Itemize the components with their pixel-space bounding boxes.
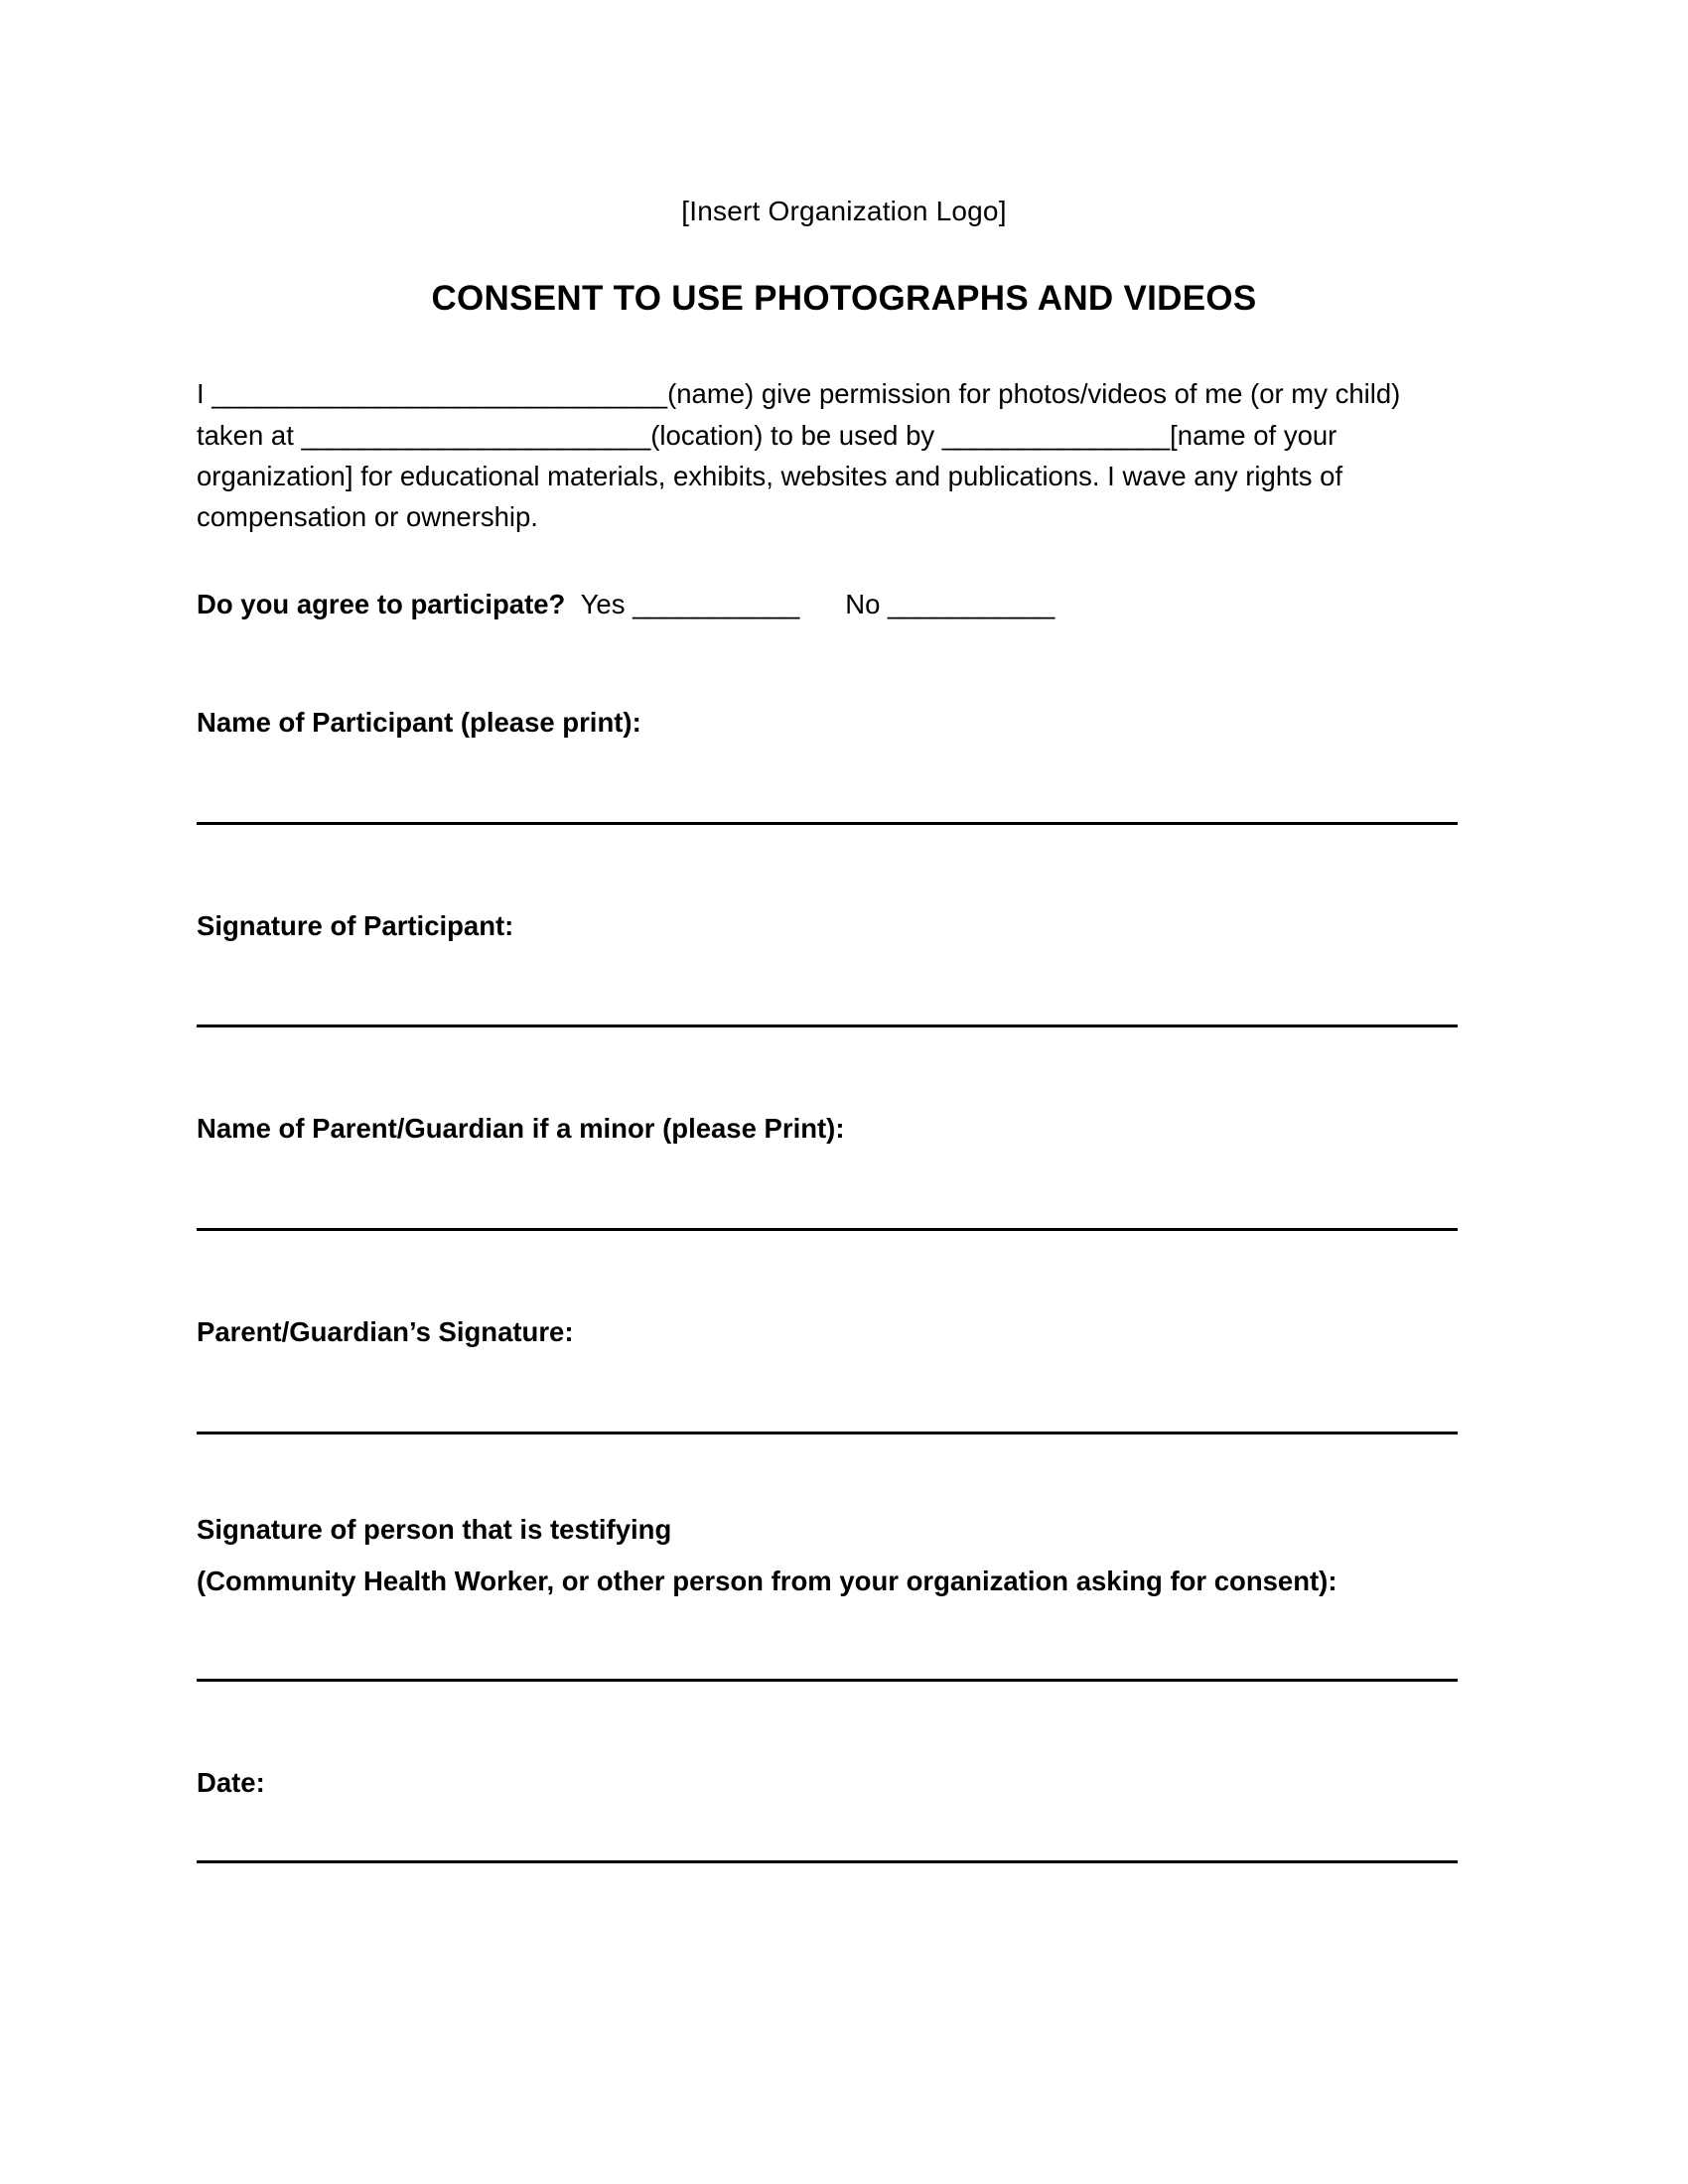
agreement-yes-option[interactable]: Yes ___________ <box>580 589 800 620</box>
field-participant-name <box>197 625 1458 825</box>
field-participant-signature <box>197 825 1458 1028</box>
organization-logo-placeholder: [Insert Organization Logo] <box>681 196 1007 226</box>
page-title: CONSENT TO USE PHOTOGRAPHS AND VIDEOS <box>431 279 1257 319</box>
agreement-no-option[interactable]: No ___________ <box>845 589 1055 620</box>
field-date <box>197 1682 1458 1863</box>
consent-body-paragraph: I ______________________________(name) give permission for photos/videos of me (or my child) taken at _______________________(location) to be used by _______________[name of your organization] for educational materials, exhibits, websites and publications. I wave any rights of compensation or ownership. <box>197 378 1401 533</box>
field-label: Signature of Participant: <box>197 909 514 941</box>
field-guardian-signature <box>197 1231 1458 1434</box>
agreement-question-label: Do you agree to participate? <box>197 589 566 620</box>
field-label: Name of Participant (please print): <box>197 706 641 738</box>
field-label: Parent/Guardian’s Signature: <box>197 1316 574 1348</box>
field-witness-signature <box>197 1434 1458 1682</box>
field-guardian-name <box>197 1027 1458 1231</box>
date-rule[interactable] <box>197 1860 1458 1863</box>
field-label: Date: <box>197 1766 265 1798</box>
field-sublabel: (Community Health Worker, or other person from your organization asking for consent): <box>197 1566 1337 1597</box>
document-sheet <box>159 0 1529 2184</box>
field-label: Signature of person that is testifying <box>197 1514 672 1546</box>
agreement-question-row <box>197 584 1529 624</box>
field-label: Name of Parent/Guardian if a minor (please Print): <box>197 1113 845 1145</box>
